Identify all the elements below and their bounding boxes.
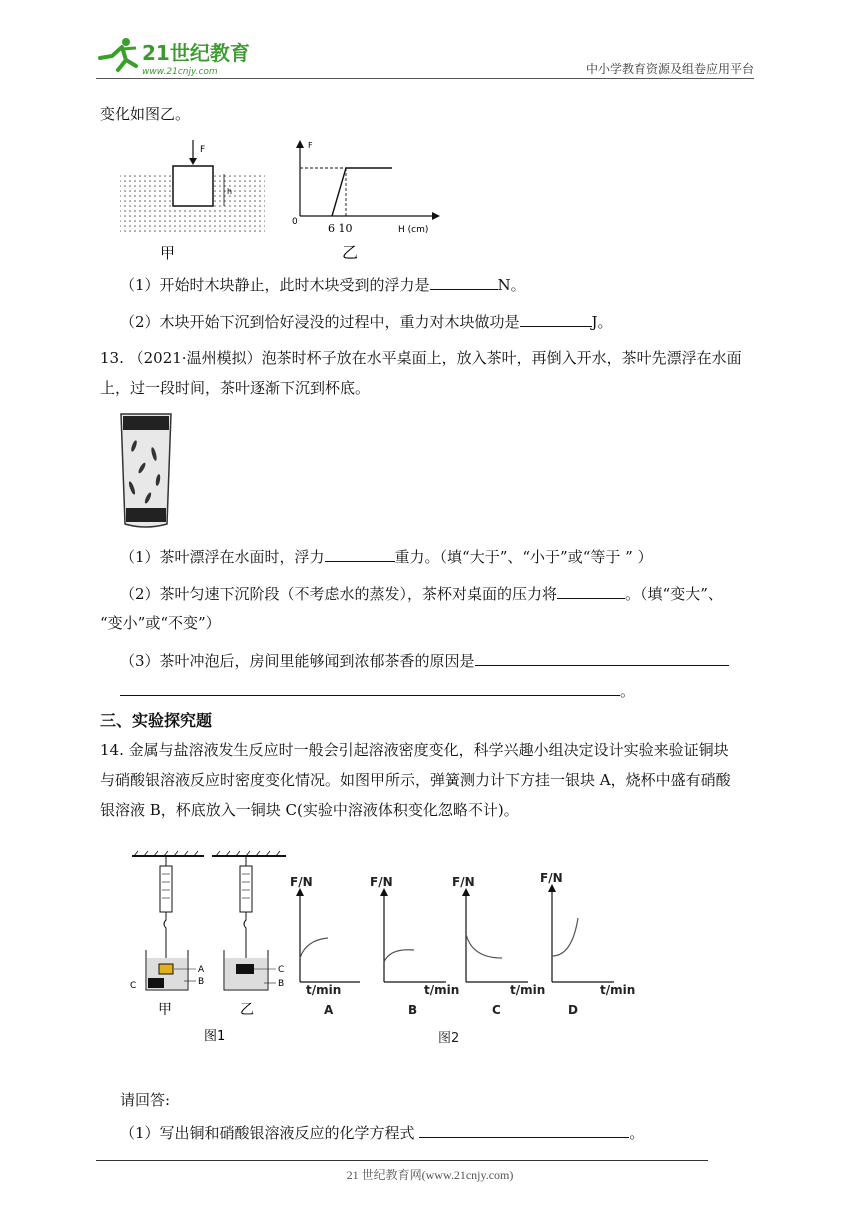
figure1-apparatus xyxy=(126,848,296,1048)
svg-text:甲: 甲 xyxy=(158,1002,172,1018)
copper-block-C xyxy=(148,978,164,988)
q13-sub2-cont: “变小”或“不变”） xyxy=(100,614,221,632)
answer-prompt: 请回答: xyxy=(120,1091,171,1109)
svg-text:21世纪教育: 21世纪教育 xyxy=(142,41,250,65)
svg-text:F: F xyxy=(308,141,313,150)
figure2-graphs xyxy=(290,872,650,1050)
svg-text:B: B xyxy=(278,979,285,989)
block-C-yi xyxy=(236,964,254,974)
spring-scale-yi xyxy=(240,866,252,912)
svg-text:乙: 乙 xyxy=(342,243,359,262)
answer-blank-q14-1[interactable] xyxy=(419,1122,629,1138)
svg-text:F/N: F/N xyxy=(540,872,563,885)
tea-glass-image xyxy=(118,410,174,530)
silver-block-A xyxy=(159,964,173,974)
answer-blank-q13-2[interactable] xyxy=(557,583,625,599)
svg-text:www.21cnjy.com: www.21cnjy.com xyxy=(142,67,218,77)
svg-text:C: C xyxy=(278,965,285,975)
header-platform-text: 中小学教育资源及组卷应用平台 xyxy=(585,62,754,76)
section-title: 三、实验探究题 xyxy=(100,711,213,730)
svg-text:D: D xyxy=(568,1003,578,1017)
answer-blank-q12-1[interactable] xyxy=(430,274,498,290)
svg-text:C: C xyxy=(130,981,137,991)
svg-text:F/N: F/N xyxy=(370,875,393,889)
runner-icon xyxy=(100,38,136,70)
q12-intro: 变化如图乙。 xyxy=(100,105,191,123)
svg-text:乙: 乙 xyxy=(240,1002,254,1018)
graph-option-B xyxy=(370,875,459,1017)
svg-text:甲: 甲 xyxy=(160,244,176,262)
graph-option-D xyxy=(540,872,635,1017)
q13-sub1: （1）茶叶漂浮在水面时，浮力 重力。（填“大于”、“小于”或“等于 ” ） xyxy=(120,548,653,566)
svg-text:6 10: 6 10 xyxy=(328,222,353,235)
answer-blank-q13-3a[interactable] xyxy=(475,650,729,666)
wood-block xyxy=(173,166,213,206)
svg-text:F: F xyxy=(200,145,206,155)
svg-text:F/N: F/N xyxy=(452,875,475,889)
svg-text:F/N: F/N xyxy=(290,875,313,889)
svg-text:h: h xyxy=(227,187,233,196)
spring-scale-jia xyxy=(160,866,172,912)
graph-option-A xyxy=(290,875,360,1017)
svg-text:0: 0 xyxy=(292,217,298,227)
answer-blank-q13-3b[interactable] xyxy=(120,680,620,696)
svg-text:A: A xyxy=(198,965,205,975)
q14-sub1: （1）写出铜和硝酸银溶液反应的化学方程式 。 xyxy=(120,1124,645,1142)
q13-sub3-cont: 。 xyxy=(120,680,635,701)
q12-sub1: （1）开始时木块静止，此时木块受到的浮力是 N。 xyxy=(120,276,526,294)
q13-stem-line1: 13. （2021·温州模拟）泡茶时杯子放在水平桌面上，放入茶叶，再倒入开水，茶叶先漂浮在水面 xyxy=(100,349,742,367)
svg-text:C: C xyxy=(492,1003,501,1017)
q14-stem-line1: 14. 金属与盐溶液发生反应时一般会引起溶液密度变化，科学兴趣小组决定设计实验来验证铜块 xyxy=(100,741,729,759)
figure-q12-jia xyxy=(118,134,268,264)
svg-text:图2: 图2 xyxy=(438,1031,460,1046)
q13-sub2: （2）茶叶匀速下沉阶段（不考虑水的蒸发），茶杯对桌面的压力将 。（填“变大”、 xyxy=(120,585,723,603)
answer-blank-q12-2[interactable] xyxy=(520,311,592,327)
graph-option-C xyxy=(452,875,545,1017)
svg-text:H (cm): H (cm) xyxy=(398,225,429,235)
svg-text:A: A xyxy=(324,1003,334,1017)
svg-text:t/min: t/min xyxy=(600,983,636,997)
q14-stem-line3: 银溶液 B，杯底放入一铜块 C(实验中溶液体积变化忽略不计)。 xyxy=(100,801,519,819)
svg-text:t/min: t/min xyxy=(510,983,546,997)
q14-stem-line2: 与硝酸银溶液反应时密度变化情况。如图甲所示，弹簧测力计下方挂一银块 A，烧杯中盛有硝酸 xyxy=(100,771,731,789)
answer-blank-q13-1[interactable] xyxy=(325,546,395,562)
footer-text: 21 世纪教育网(www.21cnjy.com) xyxy=(346,1168,514,1182)
svg-text:B: B xyxy=(408,1003,418,1017)
svg-text:图1: 图1 xyxy=(204,1029,226,1044)
figure-q12-yi xyxy=(282,134,442,264)
svg-text:t/min: t/min xyxy=(306,983,342,997)
svg-text:t/min: t/min xyxy=(424,983,460,997)
q13-sub3: （3）茶叶冲泡后，房间里能够闻到浓郁茶香的原因是 xyxy=(120,650,729,671)
site-logo xyxy=(96,36,266,80)
q12-sub2: （2）木块开始下沉到恰好浸没的过程中，重力对木块做功是 J。 xyxy=(120,313,613,331)
svg-text:B: B xyxy=(198,977,205,987)
header-divider xyxy=(96,78,754,79)
q13-stem-line2: 上，过一段时间，茶叶逐渐下沉到杯底。 xyxy=(100,379,371,397)
force-curve xyxy=(332,168,392,216)
footer-divider xyxy=(96,1160,708,1161)
